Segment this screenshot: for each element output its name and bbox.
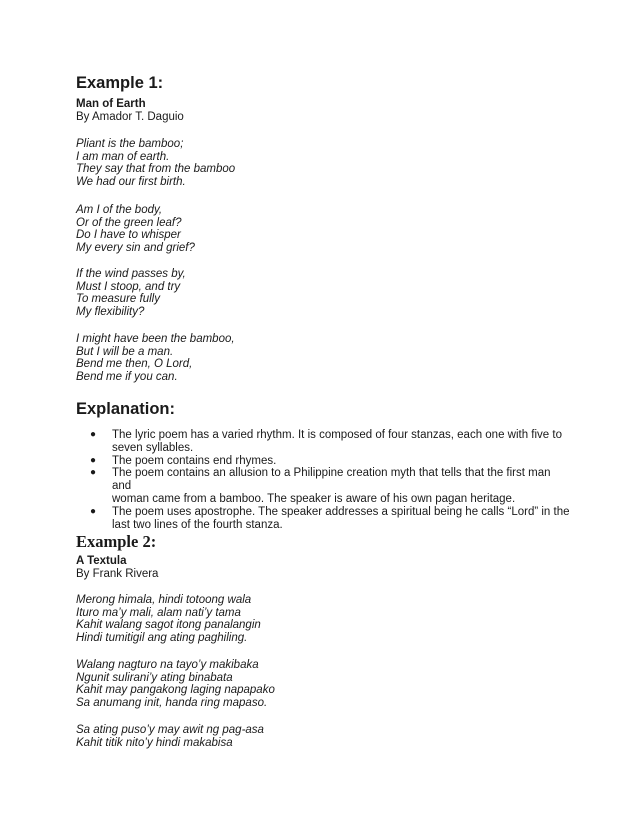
bullet-icon: ● — [90, 454, 97, 466]
poem-line: Kahit walang sagot itong panalangin — [76, 619, 261, 632]
poem-line: Walang nagturo na tayo’y makibaka — [76, 659, 259, 671]
poem-line: Ngunit sulirani’y ating binabata — [76, 671, 233, 684]
example-2-heading: Example 2: — [76, 532, 157, 551]
bullet-icon: ● — [90, 505, 97, 517]
poem-2-author: By Frank Rivera — [76, 568, 159, 580]
poem-line: My every sin and grief? — [76, 242, 195, 255]
poem-1-stanza-3 — [76, 268, 186, 319]
list-item-line: The poem uses apostrophe. The speaker addresses a spiritual being he calls “Lord” in the — [112, 505, 570, 518]
poem-1-stanza-1 — [76, 138, 235, 189]
poem-line: Pliant is the bamboo; — [76, 138, 184, 150]
poem-1-stanza-4 — [76, 333, 235, 384]
poem-line: Merong himala, hindi totoong wala — [76, 594, 252, 606]
poem-line: If the wind passes by, — [76, 268, 186, 280]
list-item-line: seven syllables. — [112, 441, 194, 454]
poem-line: I might have been the bamboo, — [76, 333, 235, 345]
poem-line: But I will be a man. — [76, 345, 174, 358]
poem-2-stanza-2 — [76, 659, 275, 710]
bullet-icon: ● — [90, 429, 97, 440]
poem-line: To measure fully — [76, 293, 160, 306]
poem-1-author: By Amador T. Daguio — [76, 111, 184, 123]
poem-line: They say that from the bamboo — [76, 163, 236, 176]
poem-2-stanza-3 — [76, 724, 264, 749]
explanation-heading: Explanation: — [76, 400, 176, 418]
bullet-icon: ● — [90, 467, 97, 479]
poem-line: Am I of the body, — [76, 204, 163, 216]
explanation-list — [90, 429, 570, 531]
poem-line: My flexibility? — [76, 306, 145, 319]
list-item-line: last two lines of the fourth stanza. — [112, 518, 283, 531]
poem-line: We had our first birth. — [76, 176, 186, 189]
list-item — [90, 506, 570, 532]
poem-line: Do I have to whisper — [76, 229, 181, 242]
poem-line: Sa ating puso’y may awit ng pag-asa — [76, 724, 264, 736]
list-item-line: The lyric poem has a varied rhythm. It is composed of four stanzas, each one with five to — [112, 429, 562, 441]
list-item — [90, 455, 570, 468]
poem-line: Must I stoop, and try — [76, 280, 181, 293]
poem-line: Ituro ma’y mali, alam nati’y tama — [76, 606, 241, 619]
poem-line: I am man of earth. — [76, 150, 170, 163]
list-item-line: The poem contains end rhymes. — [112, 454, 277, 467]
list-item — [90, 429, 570, 455]
poem-1-title: Man of Earth — [76, 98, 146, 110]
poem-line: Kahit titik nito’y hindi makabisa — [76, 736, 233, 749]
poem-2-stanza-1 — [76, 594, 261, 645]
list-item — [90, 467, 570, 505]
example-1-heading: Example 1: — [76, 74, 164, 92]
list-item-line: The poem contains an allusion to a Philippine creation myth that tells that the first man and — [112, 467, 551, 493]
poem-line: Or of the green leaf? — [76, 216, 182, 229]
poem-2-title: A Textula — [76, 555, 127, 567]
poem-line: Hindi tumitigil ang ating paghiling. — [76, 632, 248, 645]
poem-line: Sa anumang init, handa ring mapaso. — [76, 697, 268, 710]
poem-1-stanza-2 — [76, 204, 195, 255]
list-item-line: woman came from a bamboo. The speaker is aware of his own pagan heritage. — [112, 492, 516, 505]
poem-line: Kahit may pangakong laging napapako — [76, 684, 275, 697]
poem-line: Bend me then, O Lord, — [76, 358, 193, 371]
poem-line: Bend me if you can. — [76, 371, 178, 384]
